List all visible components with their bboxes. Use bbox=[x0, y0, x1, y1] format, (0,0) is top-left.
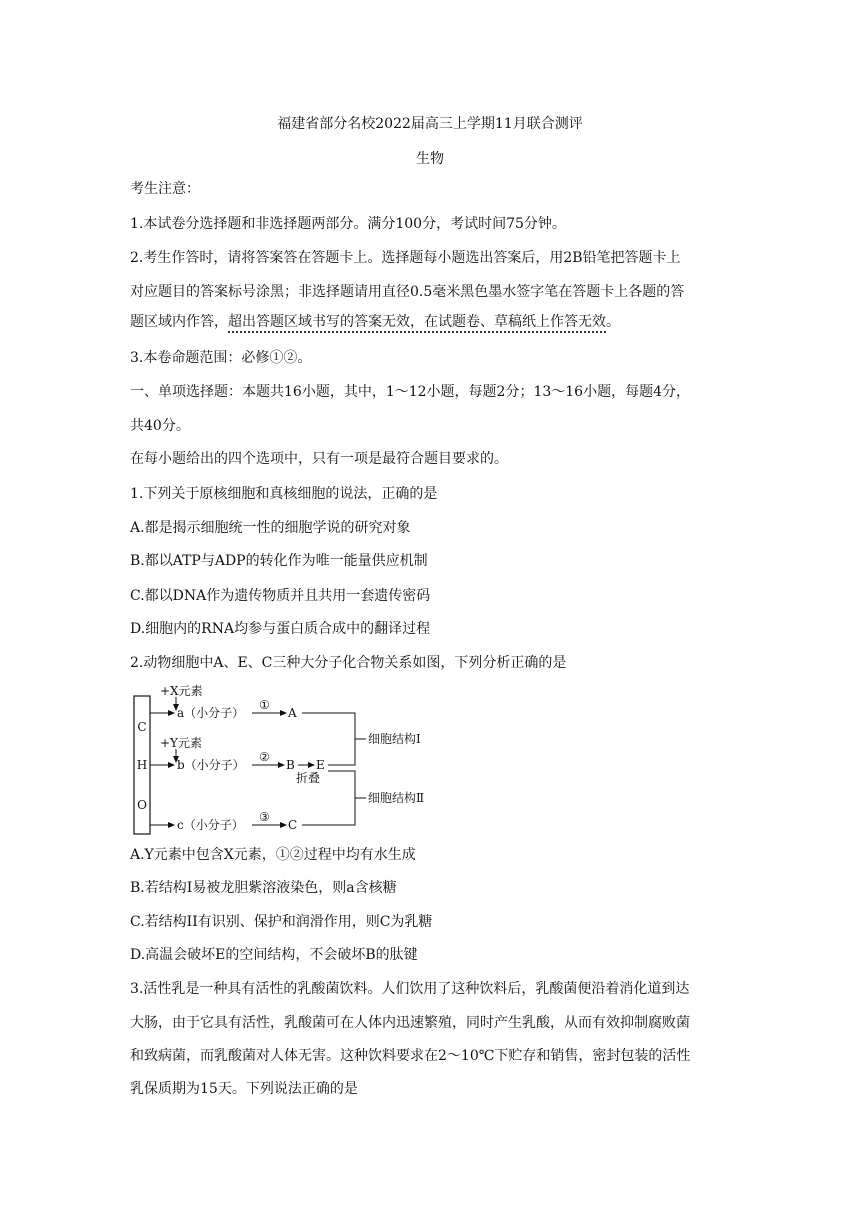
section-1-line-2: 共40分。 bbox=[130, 418, 190, 434]
q1-option-a: A.都是揭示细胞统一性的细胞学说的研究对象 bbox=[130, 520, 411, 536]
notice-item-2-line-1: 2.考生作答时，请将答案答在答题卡上。选择题每小题选出答案后，用2B铅笔把答题卡上 bbox=[130, 250, 681, 266]
q2-option-c: C.若结构II有识别、保护和润滑作用，则C为乳糖 bbox=[130, 914, 433, 930]
structure-1-label: 细胞结构Ⅰ bbox=[368, 732, 421, 746]
q2-option-b: B.若结构I易被龙胆紫溶液染色，则a含核糖 bbox=[130, 880, 397, 896]
step-1: ① bbox=[259, 698, 270, 712]
c-label: c（小分子） bbox=[177, 818, 244, 832]
notice-item-2-line-3 bbox=[130, 313, 620, 331]
notice-item-3: 3.本卷命题范围：必修①②。 bbox=[130, 350, 312, 366]
q3-line-3: 和致病菌，而乳酸菌对人体无害。这种饮料要求在2～10℃下贮存和销售，密封包装的活性 bbox=[130, 1048, 691, 1064]
notice-item-2-pre: 题区域内作答， bbox=[130, 314, 228, 330]
macro-c: C bbox=[288, 818, 298, 832]
y-element-label: +Y元素 bbox=[160, 736, 202, 750]
element-c: C bbox=[137, 720, 147, 734]
a-label: a（小分子） bbox=[177, 706, 245, 720]
notice-heading: 考生注意： bbox=[130, 181, 200, 197]
q2-diagram bbox=[130, 683, 430, 835]
x-element-label: +X元素 bbox=[160, 684, 203, 698]
step-3: ③ bbox=[259, 810, 270, 824]
element-h: H bbox=[136, 758, 148, 772]
macro-b: B bbox=[286, 758, 295, 772]
section-1-line-1: 一、单项选择题：本题共16小题，其中，1～12小题，每题2分；13～16小题，每题4分， bbox=[130, 384, 690, 400]
macro-a: A bbox=[288, 706, 297, 720]
q2-stem: 2.动物细胞中A、E、C三种大分子化合物关系如图，下列分析正确的是 bbox=[130, 655, 567, 671]
q3-line-4: 乳保质期为15天。下列说法正确的是 bbox=[130, 1081, 358, 1097]
q1-stem: 1.下列关于原核细胞和真核细胞的说法，正确的是 bbox=[130, 486, 438, 502]
b-label: b（小分子） bbox=[177, 758, 245, 772]
macro-e: E bbox=[316, 758, 325, 772]
section-1-instruction: 在每小题给出的四个选项中，只有一项是最符合题目要求的。 bbox=[130, 451, 508, 467]
notice-item-1: 1.本试卷分选择题和非选择题两部分。满分100分，考试时间75分钟。 bbox=[130, 216, 566, 232]
q1-option-c: C.都以DNA作为遗传物质并且共用一套遗传密码 bbox=[130, 588, 431, 604]
exam-title: 福建省部分名校2022届高三上学期11月联合测评 bbox=[277, 116, 583, 132]
bracket-structure-1 bbox=[302, 713, 355, 765]
notice-item-2-line-2: 对应题目的答案标号涂黑；非选择题请用直径0.5毫米黑色墨水签字笔在答题卡上各题的答 bbox=[130, 284, 685, 300]
element-o: O bbox=[137, 798, 147, 812]
fold-label: 折叠 bbox=[296, 771, 321, 785]
notice-item-2-post: 。 bbox=[606, 314, 620, 330]
q1-option-d: D.细胞内的RNA均参与蛋白质合成中的翻译过程 bbox=[130, 621, 431, 637]
notice-emphasis: 超出答题区域书写的答案无效，在试题卷、草稿纸上作答无效 bbox=[228, 314, 606, 333]
q2-option-d: D.高温会破坏E的空间结构，不会破坏B的肽键 bbox=[130, 947, 418, 963]
structure-2-label: 细胞结构Ⅱ bbox=[368, 791, 425, 805]
q1-option-b: B.都以ATP与ADP的转化作为唯一能量供应机制 bbox=[130, 553, 428, 569]
q3-line-1: 3.活性乳是一种具有活性的乳酸菌饮料。人们饮用了这种饮料后，乳酸菌便沿着消化道到达 bbox=[130, 981, 690, 997]
q3-line-2: 大肠，由于它具有活性，乳酸菌可在人体内迅速繁殖，同时产生乳酸，从而有效抑制腐败菌 bbox=[130, 1015, 690, 1031]
subject-title: 生物 bbox=[416, 151, 444, 167]
q2-option-a: A.Y元素中包含X元素，①②过程中均有水生成 bbox=[130, 847, 416, 863]
step-2: ② bbox=[259, 750, 270, 764]
